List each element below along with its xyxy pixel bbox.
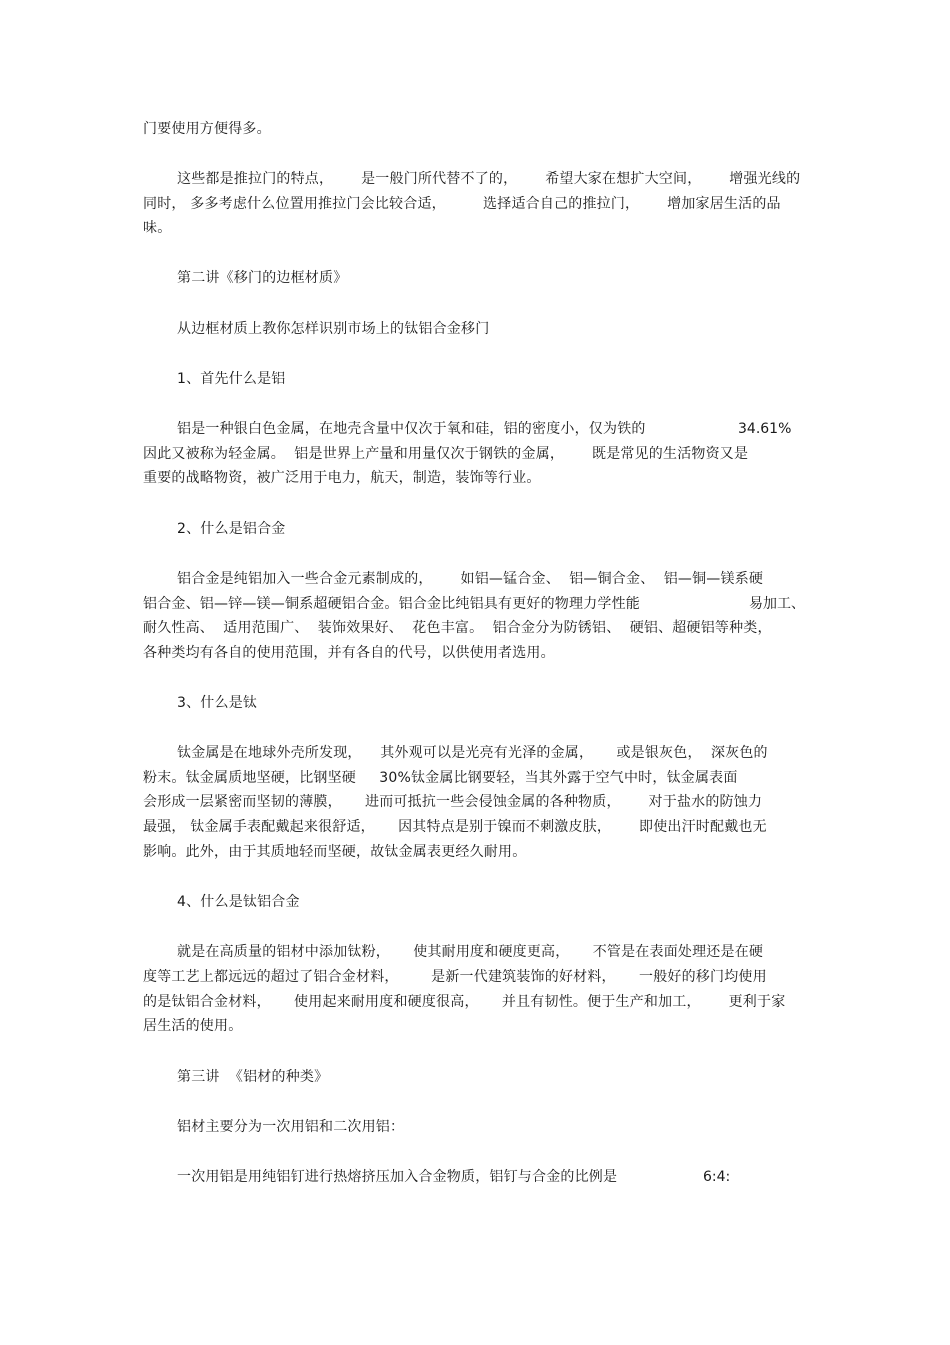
text-line: 粉末。钛金属质地坚硬，比钢坚硬 30%钛金属比钢要轻，当其外露于空气中时，钛金属表面 bbox=[143, 770, 738, 786]
text-line: 从边框材质上教你怎样识别市场上的钛铝合金移门 bbox=[177, 321, 490, 337]
text-line: 一次用铝是用纯铝钉进行热熔挤压加入合金物质，铝钉与合金的比例是 bbox=[177, 1169, 618, 1185]
text-fragment: 易加工、 bbox=[749, 596, 805, 612]
text-line: 铝合金、铝—锌—镁—铜系超硬铝合金。铝合金比纯铝具有更好的物理力学性能 bbox=[143, 596, 640, 612]
text-line: 门要使用方便得多。 bbox=[143, 121, 271, 137]
text-line: 钛金属是在地球外壳所发现， 其外观可以是光亮有光泽的金属， 或是银灰色， 深灰色的 bbox=[177, 745, 768, 761]
subsection-heading: 3、什么是钛 bbox=[177, 695, 258, 711]
subsection-heading: 4、什么是钛铝合金 bbox=[177, 894, 300, 910]
text-fragment: 34.61% bbox=[738, 421, 792, 437]
text-line: 这些都是推拉门的特点， 是一般门所代替不了的， 希望大家在想扩大空间， 增强光线的 bbox=[177, 171, 801, 187]
text-line: 重要的战略物资，被广泛用于电力，航天，制造，装饰等行业。 bbox=[143, 470, 541, 486]
section-heading: 第二讲《移门的边框材质》 bbox=[177, 270, 348, 286]
text-line: 度等工艺上都远远的超过了铝合金材料， 是新一代建筑装饰的好材料， 一般好的移门均使用 bbox=[143, 969, 767, 985]
text-line: 铝材主要分为一次用铝和二次用铝： bbox=[177, 1119, 405, 1135]
text-line: 居生活的使用。 bbox=[143, 1018, 243, 1034]
text-line: 味。 bbox=[143, 220, 172, 236]
text-line: 铝是一种银白色金属，在地壳含量中仅次于氧和硅，铝的密度小，仅为铁的 bbox=[177, 421, 646, 437]
text-line: 的是钛铝合金材料， 使用起来耐用度和硬度很高， 并且有韧性。便于生产和加工， 更利于家 bbox=[143, 994, 786, 1010]
text-line: 铝合金是纯铝加入一些合金元素制成的， 如铝—锰合金、 铝—铜合金、 铝—铜—镁系硬 bbox=[177, 571, 764, 587]
text-line: 就是在高质量的铝材中添加钛粉， 使其耐用度和硬度更高， 不管是在表面处理还是在硬 bbox=[177, 944, 764, 960]
text-line: 耐久性高、 适用范围广、 装饰效果好、 花色丰富。 铝合金分为防锈铝、 硬铝、超硬铝等种类， bbox=[143, 620, 772, 636]
subsection-heading: 2、什么是铝合金 bbox=[177, 521, 286, 537]
text-line: 最强， 钛金属手表配戴起来很舒适， 因其特点是别于镍而不刺激皮肤， 即使出汗时配戴也无 bbox=[143, 819, 767, 835]
section-heading: 第三讲 《铝材的种类》 bbox=[177, 1069, 329, 1085]
subsection-heading: 1、首先什么是铝 bbox=[177, 371, 286, 387]
text-line: 影响。此外，由于其质地轻而坚硬，故钛金属表更经久耐用。 bbox=[143, 844, 527, 860]
text-line: 同时， 多多考虑什么位置用推拉门会比较合适， 选择适合自己的推拉门， 增加家居生活的品 bbox=[143, 196, 781, 212]
text-line: 因此又被称为轻金属。 铝是世界上产量和用量仅次于钢铁的金属， 既是常见的生活物资又是 bbox=[143, 446, 749, 462]
text-line: 各种类均有各自的使用范围，并有各自的代号，以供使用者选用。 bbox=[143, 645, 555, 661]
text-line: 会形成一层紧密而坚韧的薄膜， 进而可抵抗一些会侵蚀金属的各种物质， 对于盐水的防蚀力 bbox=[143, 794, 763, 810]
text-fragment: 6:4: bbox=[703, 1169, 731, 1185]
